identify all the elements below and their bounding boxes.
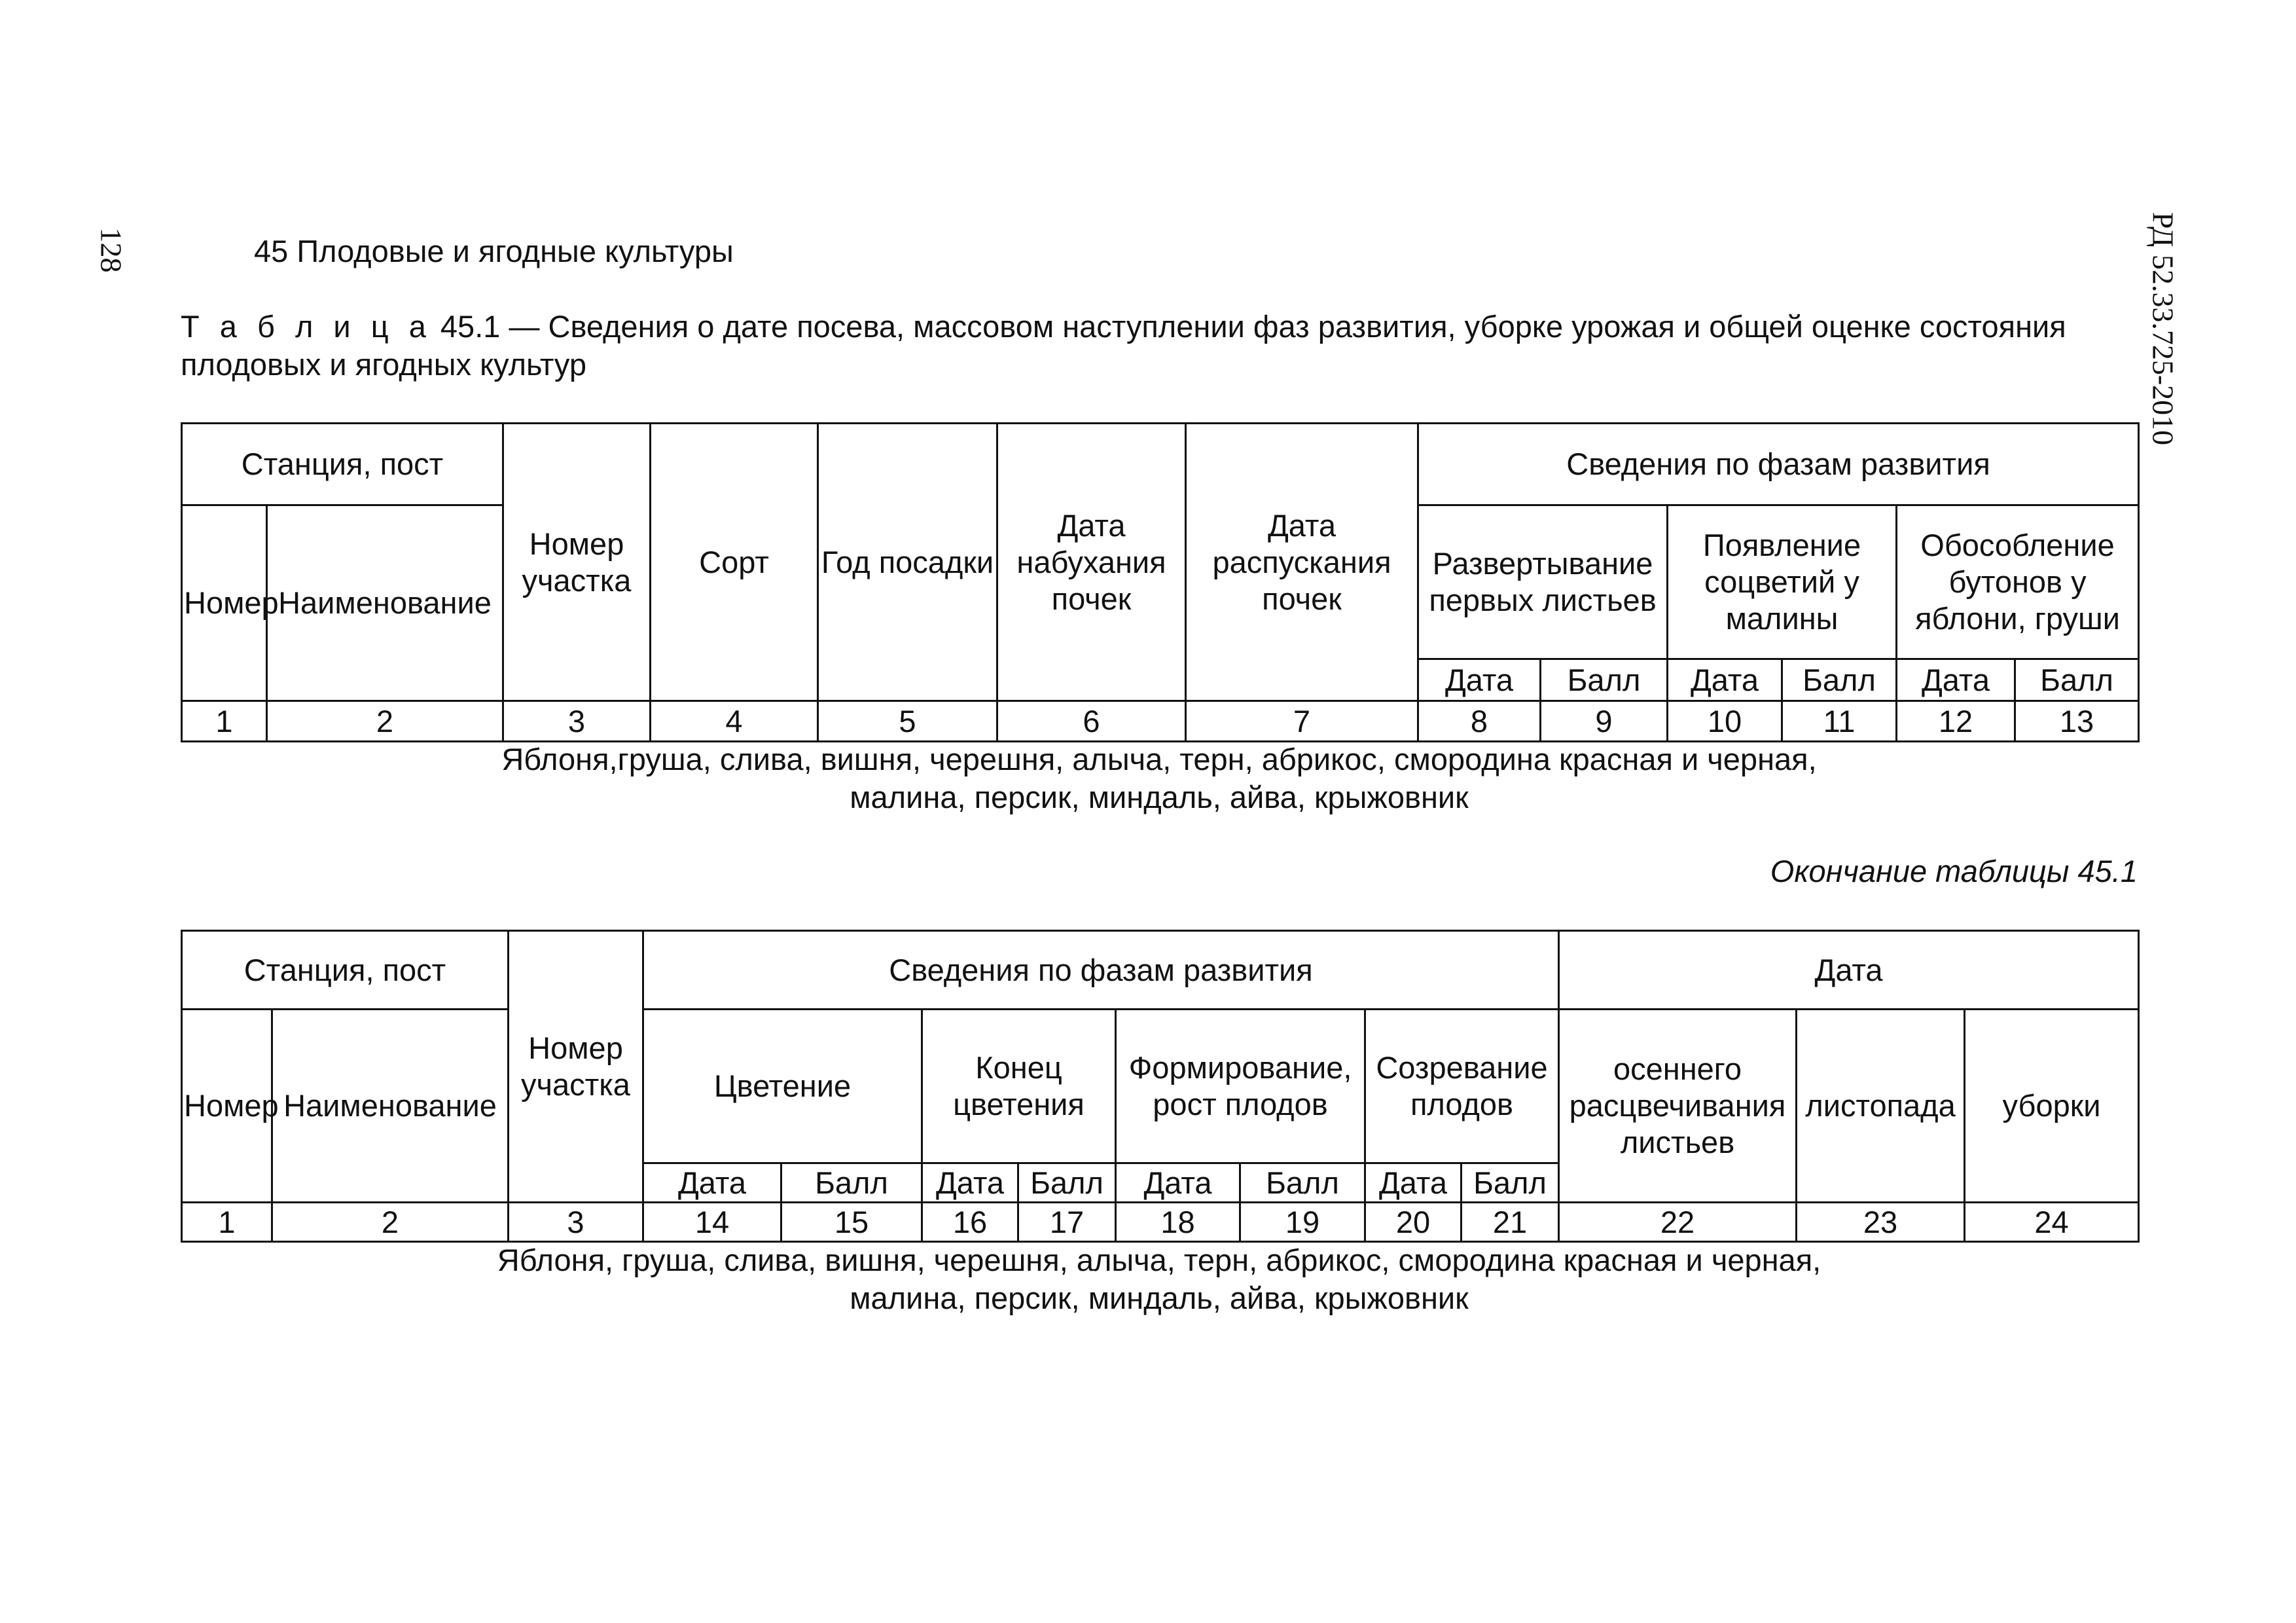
column-number: 18	[1116, 1203, 1240, 1242]
column-number: 13	[2015, 701, 2139, 742]
table-45-1-part2	[181, 930, 2140, 1243]
table-caption-text: 45.1 — Сведения о дате посева, массовом наступлении фаз развития, уборке урожая и общей оценке состояния плодовых и ягодных культур	[181, 309, 2066, 382]
station-name-header: Наименование	[272, 1010, 509, 1203]
plot-number-header: Номер участка	[509, 931, 643, 1203]
variety-header: Сорт	[651, 424, 818, 701]
score-header: Балл	[1541, 659, 1668, 701]
column-number: 9	[1541, 701, 1668, 742]
crop-list-line: Яблоня,груша, слива, вишня, черешня, алыча, терн, абрикос, смородина красная и черная,	[501, 742, 1817, 776]
date-header: Дата	[643, 1163, 781, 1203]
column-number: 7	[1186, 701, 1418, 742]
column-number: 1	[182, 1203, 272, 1242]
date-header: Дата	[922, 1163, 1018, 1203]
autumn-coloring-header: осеннего расцвечивания листьев	[1559, 1010, 1797, 1203]
document-code: РД 52.33.725-2010	[2146, 211, 2180, 446]
column-number: 15	[781, 1203, 922, 1242]
score-header: Балл	[781, 1163, 922, 1203]
score-header: Балл	[1462, 1163, 1559, 1203]
column-number: 24	[1965, 1203, 2139, 1242]
column-number: 5	[818, 701, 997, 742]
station-name-header: Наименование	[267, 505, 503, 701]
continuation-label: Окончание таблицы 45.1	[1770, 854, 2138, 888]
date-header: Дата	[1418, 659, 1541, 701]
crop-list-note	[181, 740, 2138, 816]
crop-list-note	[181, 1241, 2138, 1317]
column-number: 23	[1797, 1203, 1965, 1242]
phase-leaves-header: Развертывание первых листьев	[1418, 505, 1668, 659]
table-45-1-part1	[181, 422, 2140, 742]
column-number: 10	[1668, 701, 1782, 742]
column-number: 2	[267, 701, 503, 742]
column-number: 11	[1782, 701, 1897, 742]
score-header: Балл	[2015, 659, 2139, 701]
phase-ripening-header: Созревание плодов	[1365, 1010, 1559, 1163]
phases-header: Сведения по фазам развития	[1418, 424, 2139, 505]
column-number: 3	[503, 701, 651, 742]
date-header: Дата	[1116, 1163, 1240, 1203]
table-caption	[181, 308, 2138, 384]
column-number: 20	[1365, 1203, 1462, 1242]
station-post-header: Станция, пост	[182, 424, 503, 505]
phase-end-flowering-header: Конец цветения	[922, 1010, 1116, 1163]
leaf-fall-header: листопада	[1797, 1010, 1965, 1203]
station-post-header: Станция, пост	[182, 931, 509, 1010]
phase-inflorescence-header: Появление соцветий у малины	[1668, 505, 1897, 659]
phases-header: Сведения по фазам развития	[643, 931, 1559, 1010]
harvest-header: уборки	[1965, 1010, 2139, 1203]
date-header: Дата	[1365, 1163, 1462, 1203]
section-title: 45 Плодовые и ягодные культуры	[254, 234, 734, 268]
crop-list-line: малина, персик, миндаль, айва, крыжовник	[850, 1281, 1469, 1315]
bud-opening-header: Дата распускания почек	[1186, 424, 1418, 701]
score-header: Балл	[1782, 659, 1897, 701]
date-header: Дата	[1668, 659, 1782, 701]
column-number: 8	[1418, 701, 1541, 742]
column-number: 3	[509, 1203, 643, 1242]
station-number-header: Номер	[182, 1010, 272, 1203]
date-header: Дата	[1897, 659, 2015, 701]
station-number-header: Номер	[182, 505, 267, 701]
column-number: 22	[1559, 1203, 1797, 1242]
planting-year-header: Год посадки	[818, 424, 997, 701]
column-number: 12	[1897, 701, 2015, 742]
column-number: 19	[1240, 1203, 1365, 1242]
plot-number-header: Номер участка	[503, 424, 651, 701]
column-number: 6	[997, 701, 1186, 742]
crop-list-line: Яблоня, груша, слива, вишня, черешня, алыча, терн, абрикос, смородина красная и черная,	[497, 1243, 1821, 1277]
column-number: 17	[1018, 1203, 1116, 1242]
score-header: Балл	[1240, 1163, 1365, 1203]
column-number: 2	[272, 1203, 509, 1242]
phase-flowering-header: Цветение	[643, 1010, 922, 1163]
phase-fruit-growth-header: Формирование, рост плодов	[1116, 1010, 1365, 1163]
page-number: 128	[94, 227, 128, 273]
bud-swelling-header: Дата набухания почек	[997, 424, 1186, 701]
crop-list-line: малина, персик, миндаль, айва, крыжовник	[850, 780, 1469, 814]
score-header: Балл	[1018, 1163, 1116, 1203]
column-number: 16	[922, 1203, 1018, 1242]
column-number: 4	[651, 701, 818, 742]
table-caption-label: Т а б л и ц а	[181, 309, 432, 344]
column-number: 21	[1462, 1203, 1559, 1242]
column-number: 1	[182, 701, 267, 742]
date-group-header: Дата	[1559, 931, 2139, 1010]
phase-buds-header: Обособление бутонов у яблони, груши	[1897, 505, 2139, 659]
column-number: 14	[643, 1203, 781, 1242]
